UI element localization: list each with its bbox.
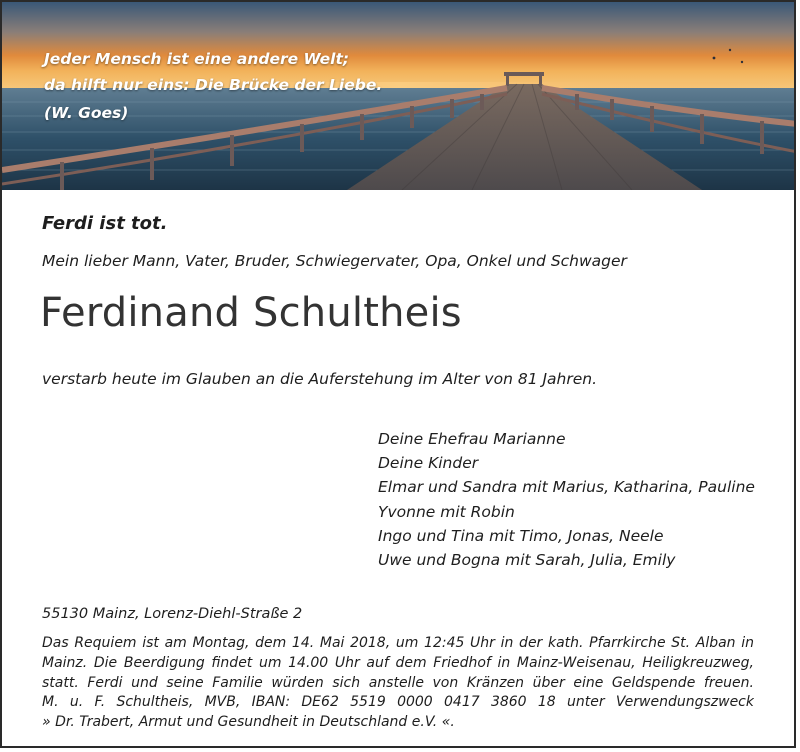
details-line: statt. Ferdi und seine Familie würden sich anstelle von Kränzen über eine Geldspende freuen.: [42, 674, 754, 691]
relations-line: Mein lieber Mann, Vater, Bruder, Schwiegervater, Opa, Onkel und Schwager: [42, 252, 627, 270]
mourners-list: [378, 427, 755, 572]
mourner-line: Ingo und Tina mit Timo, Jonas, Neele: [378, 526, 664, 545]
details-line: » Dr. Trabert, Armut und Gesundheit in Deutschland e.V. «.: [42, 714, 455, 731]
details-line: Das Requiem ist am Montag, dem 14. Mai 2018, um 12:45 Uhr in der kath. Pfarrkirche St. Alban in: [42, 635, 754, 651]
mourner-line: Deine Kinder: [378, 454, 479, 473]
mourner-line: Elmar und Sandra mit Marius, Katharina, Pauline: [378, 478, 755, 497]
quote-line: Jeder Mensch ist eine andere Welt;: [44, 50, 350, 68]
quote-line: da hilft nur eins: Die Brücke der Liebe.: [44, 76, 383, 94]
deceased-name: Ferdinand Schultheis: [40, 290, 462, 336]
mourner-line: Deine Ehefrau Marianne: [378, 430, 566, 448]
quote-author: (W. Goes): [44, 104, 129, 122]
headline: Ferdi ist tot.: [42, 213, 168, 234]
quote-block: [44, 46, 382, 126]
mourner-line: Yvonne mit Robin: [378, 502, 515, 521]
death-statement: verstarb heute im Glauben an die Auferstehung im Alter von 81 Jahren.: [42, 370, 598, 388]
details-line: M. u. F. Schultheis, MVB, IBAN: DE62 5519 0000 0417 3860 18 unter Verwendungszweck: [42, 694, 754, 711]
mourner-line: Uwe und Bogna mit Sarah, Julia, Emily: [378, 551, 676, 570]
address: 55130 Mainz, Lorenz-Diehl-Straße 2: [42, 606, 303, 622]
funeral-details: [42, 634, 754, 733]
details-line: Mainz. Die Beerdigung findet um 14.00 Uhr auf dem Friedhof in Mainz-Weisenau, Heiligkreuzweg,: [42, 654, 754, 671]
